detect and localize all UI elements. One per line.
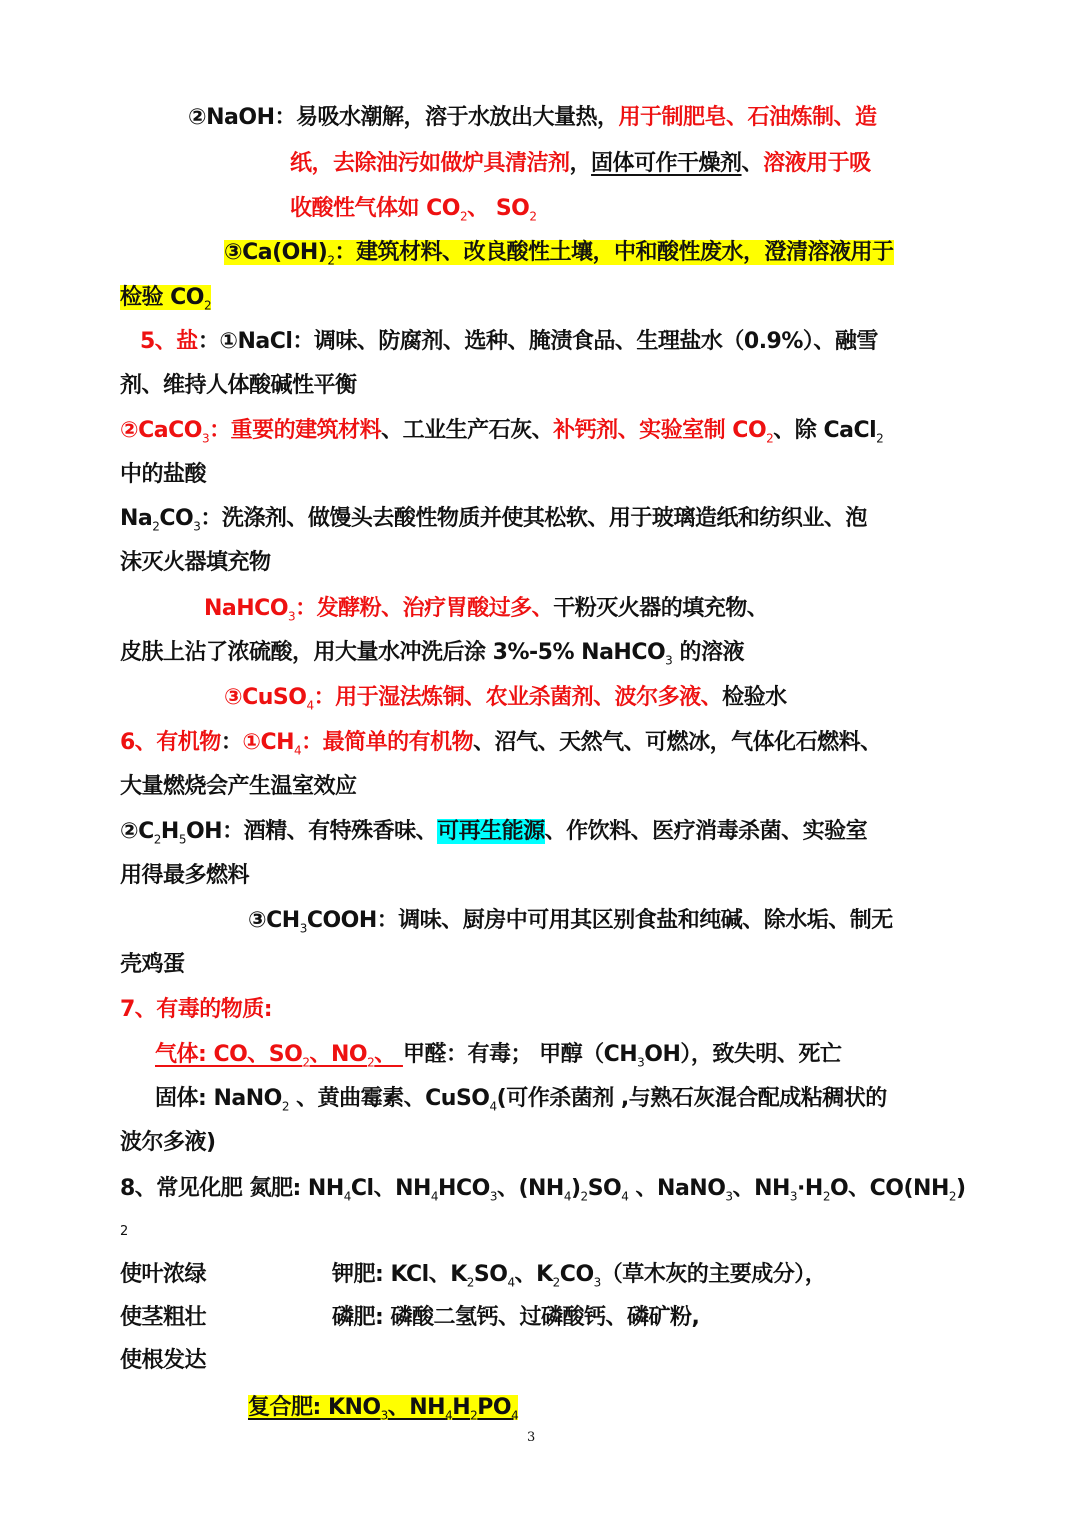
acetic-acid-line: $③CH_3COOH$：调味、厨房中可用其区别食盐和纯碱、除水垢、制无 xyxy=(248,908,893,936)
stem-effect: 使茎粗壮 xyxy=(120,1305,207,1330)
caco3-line-2: 中的盐酸 xyxy=(120,462,207,487)
caco3-line: ②CaCO$_3$：重要的建筑材料、工业生产石灰、补钙剂、实验室制 $CO_2$、除 CaCl$_2$ xyxy=(120,418,884,446)
caoh-line-1: $③Ca(OH)_2$：建筑材料、改良酸性土壤，中和酸性废水，澄清溶液用于 xyxy=(224,240,894,268)
organic-heading-line: 6、有机物：$①CH_4$：最简单的有机物、沼气、天然气、可燃冰，气体化石燃料、 xyxy=(120,730,882,758)
organic-line-2: 大量燃烧会产生温室效应 xyxy=(120,774,357,799)
na2co3-line-2: 沫灭火器填充物 xyxy=(120,550,271,575)
cuso4-line: ③CuSO$_4$：用于湿法炼铜、农业杀菌剂、波尔多液、检验水 xyxy=(224,685,787,713)
page-number: 3 xyxy=(527,1430,536,1445)
na2co3-line: $Na_2CO_3$：洗涤剂、做馒头去酸性物质并使其松软、用于玻璃造纸和纺织业、泡 xyxy=(120,506,867,534)
naoh-line-3: 收酸性气体如 $CO_2$、 $SO_2$ xyxy=(290,196,537,224)
toxic-solid-line: 固体: NaNO$_2$ 、黄曲霉素、CuSO$_4$(可作杀菌剂 ,与熟石灰混合配成粘稠状的 xyxy=(155,1086,887,1114)
acetic-acid-line-2: 壳鸡蛋 xyxy=(120,952,185,977)
nitrogen-fertilizer-line: 8、常见化肥 氮肥: $NH_4Cl$、$NH_4HCO_3$、$(NH_4)_2SO_4$ 、NaNO$_3$、$NH_3\cdot H_2O$、$CO(NH_2)$ xyxy=(120,1176,966,1204)
ethanol-line: $②C_2H_5OH$：酒精、有特殊香味、可再生能源、作饮料、医疗消毒杀菌、实验室 xyxy=(120,819,868,847)
nitrogen-fertilizer-wrap: 2 xyxy=(120,1224,128,1239)
toxic-heading: 7、有毒的物质: xyxy=(120,997,273,1022)
nahco3-line: NaHCO$_3$：发酵粉、治疗胃酸过多、干粉灭火器的填充物、 xyxy=(204,596,769,624)
salt-line-2: 剂、维持人体酸碱性平衡 xyxy=(120,373,357,398)
naoh-line-2: 纸，去除油污如做炉具清洁剂，固体可作干燥剂、溶液用于吸 xyxy=(290,151,871,176)
nahco3-line-2: 皮肤上沾了浓硫酸，用大量水冲洗后涂 3%-5% NaHCO$_3$ 的溶液 xyxy=(120,640,744,668)
toxic-solid-line-2: 波尔多液) xyxy=(120,1130,216,1155)
ethanol-line-2: 用得最多燃料 xyxy=(120,863,250,888)
naoh-line-1: ②NaOH：易吸水潮解，溶于水放出大量热，用于制肥皂、石油炼制、造 xyxy=(188,105,877,130)
caoh-line-2: 检验 $CO_2$ xyxy=(120,285,212,313)
potash-fertilizer-line: 钾肥: KCl、$K_2SO_4$、$K_2CO_3$（草木灰的主要成分）， xyxy=(332,1262,827,1290)
compound-fertilizer-line: 复合肥: $KNO_3$、$NH_4H_2PO_4$ xyxy=(248,1395,519,1423)
root-effect: 使根发达 xyxy=(120,1348,207,1373)
salt-heading-line: 5、盐：①NaCl：调味、防腐剂、选种、腌渍食品、生理盐水（0.9%）、融雪 xyxy=(140,329,878,354)
leaf-effect: 使叶浓绿 xyxy=(120,1262,207,1287)
phosphate-fertilizer-line: 磷肥: 磷酸二氢钙、过磷酸钙、磷矿粉, xyxy=(332,1305,700,1330)
toxic-gas-line: 气体: CO、$SO_2$、$NO_2$、 甲醛：有毒； 甲醇$(CH_3OH)$，致失明、死亡 xyxy=(155,1042,842,1070)
